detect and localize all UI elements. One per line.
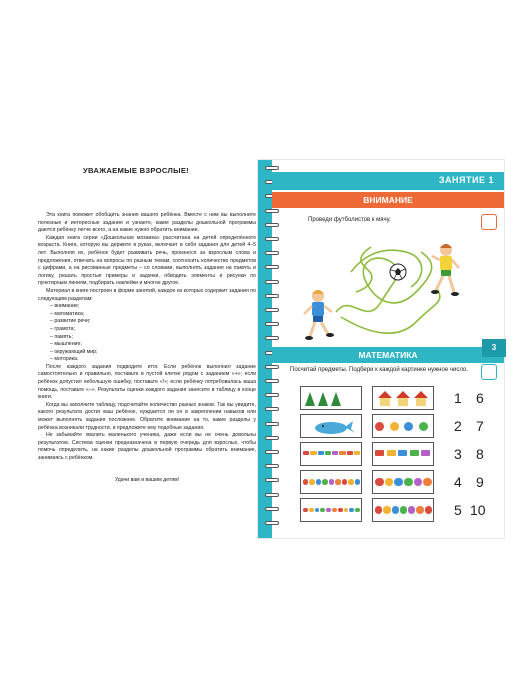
binding-ring: [265, 436, 279, 440]
section-title: МАТЕМАТИКА: [358, 350, 418, 360]
mushroom-icon: [338, 508, 343, 513]
answer-number[interactable]: 5: [454, 502, 462, 518]
flower-icon: [342, 479, 347, 484]
binding-ring: [265, 265, 279, 269]
bell-icon: [375, 450, 384, 456]
list-item: – память;: [50, 333, 73, 340]
lesson-title: ЗАНЯТИЕ 1: [438, 175, 494, 185]
mushroom-icon: [344, 508, 349, 513]
apple-icon: [392, 506, 399, 513]
binding-ring: [265, 237, 279, 241]
football-player-right: [431, 244, 459, 296]
list-item: – развитие речи;: [50, 318, 91, 325]
binding-ring: [265, 322, 279, 326]
car-icon: [303, 451, 309, 455]
answer-number[interactable]: 6: [476, 390, 484, 406]
binding-ring: [265, 166, 279, 170]
paragraph: Каждая книга серии «Дошкольная мозаика» рассчитана на детей определённого возраста. Книга, которую вы держите в руках, включает в себя задания для детей 4–5 лет. Выполняя их, ребёнок будет развивать речь, произнося за взрослым слова и предложения, отвечать на вопросы по разным темам, соотносить количество предметов с цифрами, а на рисованные предметы – со словами, выполнять задания на память и логику, решать простые примеры и задачки, обводить элементы и рисунки по пунктирным линиям, подбирать наклейки и многое другое.: [38, 234, 256, 287]
binding-ring: [265, 280, 279, 284]
counting-card-trees: [300, 386, 362, 410]
page-number: 3: [482, 339, 506, 357]
leave-icon: [375, 478, 384, 487]
binding-ring: [265, 507, 279, 511]
apple-icon: [383, 506, 390, 513]
counting-card-bells: [372, 442, 434, 466]
list-item: – моторика.: [50, 356, 79, 363]
intro-text: [38, 212, 256, 484]
paragraph: Когда вы заполните таблицу, подсчитайте количество разных знаков. Так вы увидите, какого результата достиг ваш ребёнок, нуждается ли он в закреплении навыков или может выполнять задания посложнее. Обратите внимание на то, какие разделы у ребёнка возникали трудности, и предложите ему подобные задания.: [38, 401, 256, 431]
binding-ring: [265, 393, 279, 397]
answer-number[interactable]: 7: [476, 418, 484, 434]
answer-number[interactable]: 1: [454, 390, 462, 406]
flower-icon: [335, 479, 340, 484]
answer-number[interactable]: 4: [454, 474, 462, 490]
car-icon: [347, 451, 353, 455]
flower-icon: [355, 479, 360, 484]
car-icon: [310, 451, 316, 455]
mushroom-icon: [349, 508, 354, 513]
counting-card-whale: [300, 414, 362, 438]
snail-icon: [375, 422, 384, 431]
mushroom-icon: [315, 508, 320, 513]
paragraph: Не забывайте хвалить маленького ученика, даже если вы не очень довольны результатом. Система оценки предназначена в первую очередь для взрослых, чтобы помочь определить, на какие разделы дошкольной программы обратить внимание, занимаясь с ребёнком.: [38, 432, 256, 461]
left-page: [16, 158, 256, 538]
task-instruction: Посчитай предметы. Подбери к каждой картинке нужное число.: [290, 367, 468, 373]
binding-ring: [265, 493, 279, 497]
flower-icon: [309, 479, 314, 484]
right-page: [258, 160, 504, 538]
mushroom-icon: [320, 508, 325, 513]
answer-number[interactable]: 2: [454, 418, 462, 434]
answer-checkbox[interactable]: [481, 364, 497, 380]
leave-icon: [414, 478, 423, 487]
binding-ring: [265, 209, 279, 213]
binding-ring: [265, 450, 279, 454]
mushroom-icon: [303, 508, 308, 513]
answer-number[interactable]: 3: [454, 446, 462, 462]
binding-ring: [265, 365, 279, 369]
snail-icon: [419, 422, 428, 431]
bell-icon: [387, 450, 396, 456]
leave-icon: [423, 478, 432, 487]
counting-card-houses: [372, 386, 434, 410]
answer-number[interactable]: 10: [470, 502, 486, 518]
paragraph: Эта книга поможет обобщить знания вашего ребёнка. Вместе с ним вы выполните полезные и интересные задания и узнаете, какие разделы дошкольной программы даются ребёнку легче всего, а на какие нужно обратить внимание.: [38, 212, 256, 234]
section-title: ВНИМАНИЕ: [363, 195, 413, 205]
mushroom-icon: [332, 508, 337, 513]
apple-icon: [416, 506, 423, 513]
football-maze-illustration: [296, 232, 464, 344]
paragraph: Материал в книге построен в форме занятий, каждое из которых содержит задания по следующим разделам:: [38, 287, 256, 302]
list-item: – внимание;: [50, 303, 80, 310]
soccer-ball-icon: [390, 264, 406, 280]
paragraph: После каждого задания подводите итог. Если ребёнок выполнил задание самостоятельно и правильно, поставьте в пустой клетке рядом с заданием «+»; если ребёнок допустил небольшую ошибку, поставьте «!»; если ребёнку потребовалась ваша помощь, поставьте «–». Результаты оценки каждого задания занесите в таблицу в конце книги.: [38, 363, 256, 401]
apple-icon: [400, 506, 407, 513]
answer-number[interactable]: 9: [476, 474, 484, 490]
sections-list: [38, 303, 256, 364]
apple-icon: [408, 506, 415, 513]
bell-icon: [410, 450, 419, 456]
car-icon: [354, 451, 360, 455]
flower-icon: [316, 479, 321, 484]
binding-ring: [265, 521, 279, 525]
binding-ring: [265, 478, 279, 482]
bell-icon: [421, 450, 430, 456]
counting-card-apples: [372, 498, 434, 522]
list-item: – мышление;: [50, 341, 82, 348]
counting-card-snails: [372, 414, 434, 438]
binding-ring: [265, 336, 279, 340]
snail-icon: [404, 422, 413, 431]
binding-ring: [265, 308, 279, 312]
football-player-left: [304, 290, 334, 340]
section-header-math: [272, 347, 504, 363]
maze-path: [341, 287, 440, 333]
leave-icon: [394, 478, 403, 487]
car-icon: [332, 451, 338, 455]
binding-ring: [265, 294, 279, 298]
page-title: УВАЖАЕМЫЕ ВЗРОСЛЫЕ!: [82, 166, 190, 175]
lesson-header: [272, 172, 504, 190]
counting-card-cars: [300, 442, 362, 466]
answer-number[interactable]: 8: [476, 446, 484, 462]
mushroom-icon: [326, 508, 331, 513]
car-icon: [325, 451, 331, 455]
list-item: – окружающий мир;: [50, 348, 98, 355]
whale-icon: [301, 415, 361, 437]
apple-icon: [375, 506, 382, 513]
counting-card-flowers: [300, 470, 362, 494]
list-item: – грамота;: [50, 325, 75, 332]
binding-ring: [265, 379, 279, 383]
flower-icon: [322, 479, 327, 484]
mushroom-icon: [309, 508, 314, 513]
binding-ring: [265, 251, 279, 255]
counting-card-leaves: [372, 470, 434, 494]
mushroom-icon: [355, 508, 360, 513]
apple-icon: [425, 506, 432, 513]
flower-icon: [329, 479, 334, 484]
snail-icon: [390, 422, 399, 431]
binding-ring: [265, 464, 279, 468]
bell-icon: [398, 450, 407, 456]
binding-ring: [265, 223, 279, 227]
list-item: – математика;: [50, 310, 85, 317]
flower-icon: [348, 479, 353, 484]
leave-icon: [404, 478, 413, 487]
closing-line: Удачи вам и вашим детям!: [114, 476, 180, 483]
task-instruction: Проведи футболистов к мячу.: [308, 217, 391, 223]
binding-ring: [265, 422, 279, 426]
section-header-attention: [272, 192, 504, 208]
flower-icon: [303, 479, 308, 484]
answer-checkbox[interactable]: [481, 214, 497, 230]
car-icon: [318, 451, 324, 455]
car-icon: [339, 451, 345, 455]
counting-card-mushrooms: [300, 498, 362, 522]
leave-icon: [385, 478, 394, 487]
binding-ring: [265, 407, 279, 411]
